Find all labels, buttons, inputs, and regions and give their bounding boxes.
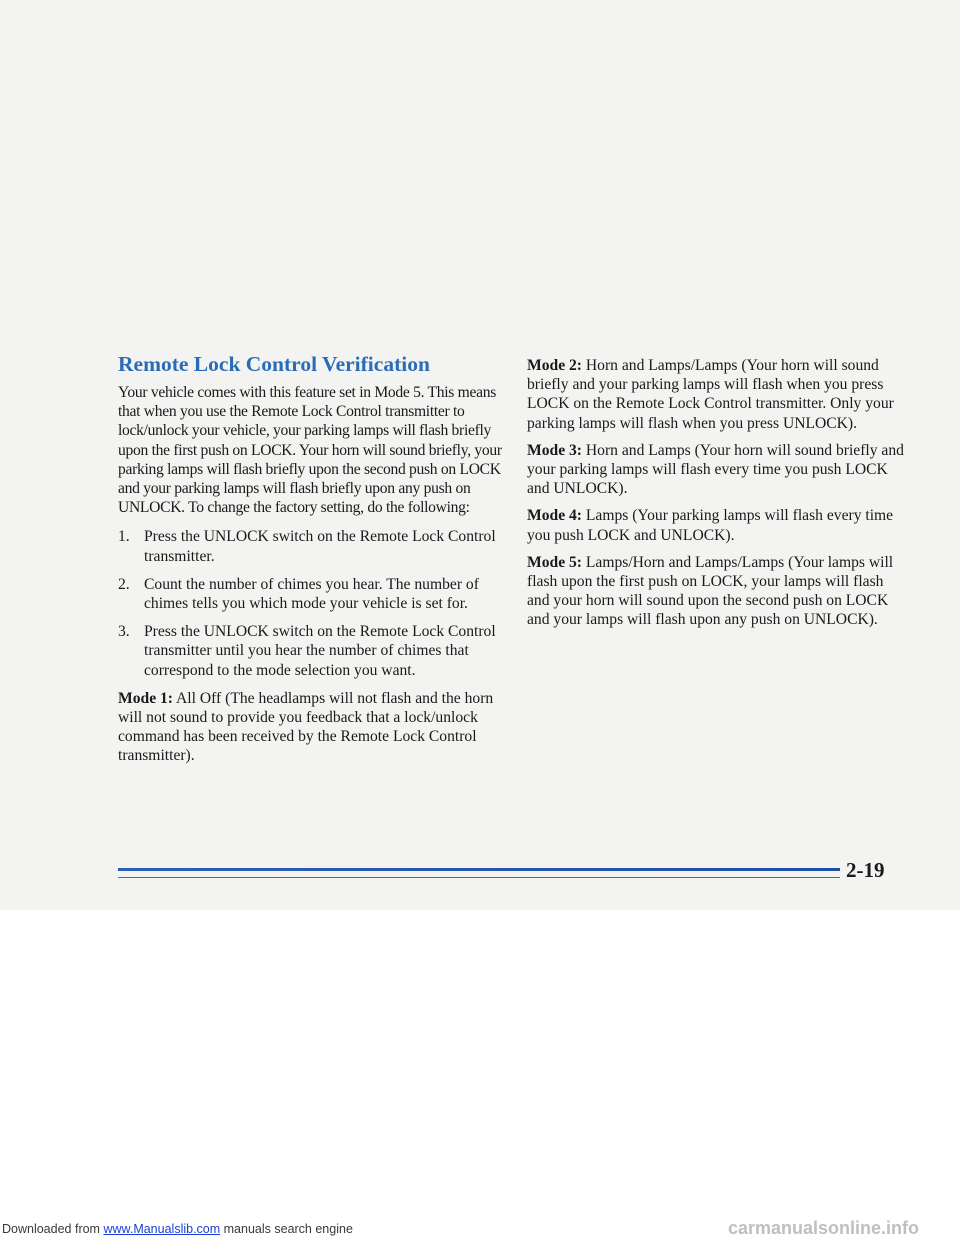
step-number: 1. xyxy=(118,528,130,546)
step-number: 3. xyxy=(118,623,130,641)
mode-label: Mode 3: xyxy=(527,441,582,459)
step-item xyxy=(118,575,503,613)
step-text: Press the UNLOCK switch on the Remote Lock Control transmitter. xyxy=(144,528,496,565)
steps-list xyxy=(118,527,503,679)
rule-thin-line xyxy=(118,877,840,878)
intro-paragraph: Your vehicle comes with this feature set in Mode 5. This means that when you use the Remote Lock Control transmitter to lock/unlock your vehicle, your parking lamps will flash briefly upon the first push on LOCK. Your horn will sound briefly, your parking lamps will flash briefly upon the second push on LOCK and your parking lamps will flash briefly upon any push on UNLOCK. To change the factory setting, do the following: xyxy=(118,384,502,517)
watermark-text: carmanualsonline.info xyxy=(728,1218,920,1238)
section-title: Remote Lock Control Verification xyxy=(118,352,430,376)
mode-label: Mode 1: xyxy=(118,689,173,707)
mode-text: All Off (The headlamps will not flash and the horn will not sound to provide you feedback that a lock/unlock command has been received by the Remote Lock Control transmitter). xyxy=(118,689,494,765)
mode-5-paragraph xyxy=(527,553,907,630)
step-number: 2. xyxy=(118,575,130,593)
download-footer xyxy=(2,1222,353,1236)
mode-1-paragraph xyxy=(118,689,503,766)
step-item xyxy=(118,527,503,565)
rule-thick-line xyxy=(118,868,840,871)
mode-label: Mode 5: xyxy=(527,553,582,571)
footer-prefix: Downloaded from xyxy=(2,1222,104,1236)
mode-text: Lamps/Horn and Lamps/Lamps (Your lamps will flash upon the first push on LOCK, your lamps will flash and your horn will sound upon the second push on LOCK and your lamps will flash upon any push on UNLOCK). xyxy=(527,553,894,629)
mode-2-paragraph xyxy=(527,356,907,433)
mode-text: Horn and Lamps (Your horn will sound briefly and your parking lamps will flash every time you push LOCK and UNLOCK). xyxy=(527,441,904,498)
mode-text: Lamps (Your parking lamps will flash every time you push LOCK and UNLOCK). xyxy=(527,507,894,544)
left-column xyxy=(118,383,503,774)
right-column xyxy=(527,356,907,638)
step-text: Count the number of chimes you hear. The number of chimes tells you which mode your vehicle is set for. xyxy=(144,575,479,613)
mode-label: Mode 2: xyxy=(527,357,582,374)
footer-suffix: manuals search engine xyxy=(220,1222,353,1236)
step-item xyxy=(118,622,503,680)
manualslib-link[interactable]: www.Manualslib.com xyxy=(103,1222,221,1236)
mode-4-paragraph xyxy=(527,506,907,544)
mode-text: Horn and Lamps/Lamps (Your horn will sound briefly and your parking lamps will flash when you press LOCK on the Remote Lock Control transmitter. Only your parking lamps will flash when you press UNLOCK). xyxy=(527,357,894,432)
page-number: 2-19 xyxy=(846,858,885,882)
page-footer-rule xyxy=(118,858,960,888)
step-text: Press the UNLOCK switch on the Remote Lock Control transmitter until you hear the number of chimes that correspond to the mode selection you want. xyxy=(144,623,496,679)
mode-3-paragraph xyxy=(527,441,907,499)
mode-label: Mode 4: xyxy=(527,507,582,525)
